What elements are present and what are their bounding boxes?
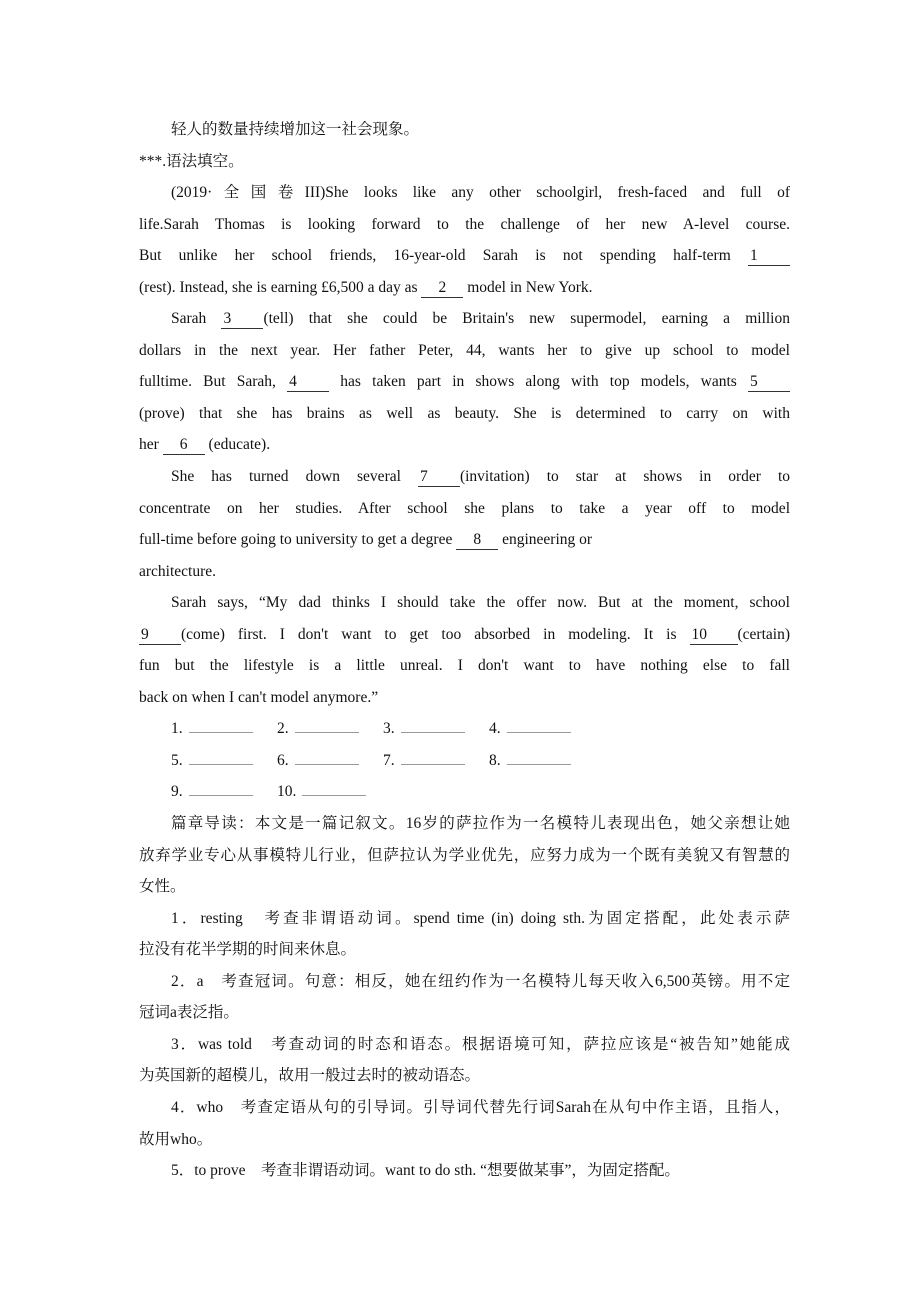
answer-number: 1.: [171, 720, 183, 738]
answer-field[interactable]: [401, 716, 465, 733]
answer-number: 4.: [489, 720, 501, 738]
answer-item: [383, 748, 489, 774]
answer-row: [139, 716, 790, 748]
answer-field[interactable]: [189, 716, 253, 733]
section-title: ***.语法填空。: [139, 152, 244, 170]
answer-number: 6.: [277, 751, 289, 769]
blank-1: 1: [748, 247, 790, 266]
answer-field[interactable]: [295, 748, 359, 765]
blank-10: 10: [690, 626, 738, 645]
text: (rest). Instead, she is earning £6,500 a day as: [139, 278, 422, 296]
blank-2: 2: [421, 279, 463, 298]
blank-7: 7: [418, 468, 460, 487]
text: engineering or: [498, 531, 593, 549]
text: model in New York.: [463, 278, 593, 296]
blank-8: 8: [456, 531, 498, 550]
explanation-line: 篇章导读：本文是一篇记叙文。16岁的萨拉作为一名模特儿表现出色，她父亲想让她: [171, 815, 790, 833]
explanation-line: 4．who 考查定语从句的引导词。引导词代替先行词Sarah在从句中作主语，且指人，: [171, 1098, 790, 1116]
answer-item: [277, 748, 383, 774]
passage: [139, 180, 790, 716]
explanation-line: 5．to prove 考查非谓语动词。want to do sth. “想要做某事”，为固定搭配。: [171, 1162, 680, 1180]
answer-item: [489, 716, 595, 742]
explanation-line: 拉没有花半学期的时间来休息。: [139, 941, 357, 959]
answer-row: [139, 748, 790, 780]
passage-line: [139, 559, 790, 591]
explanation-line: 女性。: [139, 878, 186, 896]
explanation-line: 为英国新的超模儿，故用一般过去时的被动语态。: [139, 1067, 481, 1085]
text: architecture.: [139, 562, 217, 580]
blank-3: 3: [221, 310, 263, 329]
passage-line: [139, 369, 790, 401]
passage-line: [139, 401, 790, 433]
blank-5: 5: [748, 373, 790, 392]
answer-field[interactable]: [507, 748, 571, 765]
answer-row: [139, 779, 790, 811]
text: life.Sarah Thomas is looking forward to the challenge of her new A-level course.: [139, 215, 790, 233]
answer-field[interactable]: [507, 716, 571, 733]
text: (come) first. I don't want to get too absorbed in modeling. It is: [181, 625, 690, 643]
passage-line: [139, 432, 790, 464]
answer-blanks: [139, 716, 790, 811]
text: back on when I can't model anymore.”: [139, 688, 379, 706]
text: full-time before going to university to get a degree: [139, 531, 457, 549]
text: has taken part in shows along with top models, wants: [329, 373, 749, 391]
document-page: [139, 117, 790, 1190]
explanation-line: 3．was told 考查动词的时态和语态。根据语境可知，萨拉应该是“被告知”她能成: [171, 1035, 790, 1053]
text: dollars in the next year. Her father Peter, 44, wants her to give up school to model: [139, 341, 790, 359]
passage-line: [139, 243, 790, 275]
passage-line: [139, 275, 790, 307]
answer-item: [277, 779, 383, 805]
answer-number: 5.: [171, 751, 183, 769]
passage-line: [139, 180, 790, 212]
text: fun but the lifestyle is a little unreal. I don't want to have nothing else to fall: [139, 657, 790, 675]
answer-field[interactable]: [189, 779, 253, 796]
answer-number: 8.: [489, 751, 501, 769]
answer-item: [171, 716, 277, 742]
passage-line: [139, 527, 790, 559]
passage-line: [139, 685, 790, 717]
passage-line: [139, 590, 790, 622]
answer-number: 9.: [171, 783, 183, 801]
passage-line: [139, 622, 790, 654]
explanation-line: 2．a 考查冠词。句意：相反，她在纽约作为一名模特儿每天收入6,500英镑。用不定: [171, 972, 790, 990]
text: But unlike her school friends, 16-year-old Sarah is not spending half-term: [139, 247, 748, 265]
answer-item: [171, 779, 277, 805]
answer-field[interactable]: [401, 748, 465, 765]
answer-number: 3.: [383, 720, 395, 738]
text: fulltime. But Sarah,: [139, 373, 288, 391]
text: (invitation) to star at shows in order to: [459, 468, 790, 486]
answer-number: 7.: [383, 751, 395, 769]
blank-9: 9: [139, 626, 181, 645]
text: concentrate on her studies. After school she plans to take a year off to model: [139, 499, 790, 517]
passage-line: [139, 306, 790, 338]
answer-field[interactable]: [189, 748, 253, 765]
answer-item: [171, 748, 277, 774]
answer-number: 2.: [277, 720, 289, 738]
answer-item: [383, 716, 489, 742]
intro-line: 轻人的数量持续增加这一社会现象。: [171, 121, 420, 138]
explanation-line: 1．resting 考查非谓语动词。spend time (in) doing sth.为固定搭配，此处表示萨: [171, 909, 790, 927]
text: her: [139, 436, 163, 454]
passage-line: [139, 653, 790, 685]
text: Sarah says, “My dad thinks I should take the offer now. But at the moment, school: [171, 594, 790, 612]
text: (tell) that she could be Britain's new supermodel, earning a million: [263, 310, 790, 328]
explanation-line: 放弃学业专心从事模特儿行业，但萨拉认为学业优先，应努力成为一个既有美貌又有智慧的: [139, 846, 790, 864]
explanation-line: 故用who。: [139, 1130, 213, 1148]
passage-line: [139, 338, 790, 370]
passage-line: [139, 212, 790, 244]
explanation-line: 冠词a表泛指。: [139, 1004, 239, 1022]
answer-item: [277, 716, 383, 742]
answer-field[interactable]: [302, 779, 366, 796]
text: (2019·全国卷III)She looks like any other schoolgirl, fresh-faced and full of: [171, 184, 790, 202]
text: (educate).: [204, 436, 271, 454]
passage-line: [139, 496, 790, 528]
answer-field[interactable]: [295, 716, 359, 733]
explanation: [139, 811, 790, 1190]
answer-item: [489, 748, 595, 774]
blank-4: 4: [287, 373, 329, 392]
text: (prove) that she has brains as well as beauty. She is determined to carry on with: [139, 404, 790, 422]
text: Sarah: [171, 310, 222, 328]
answer-number: 10.: [277, 783, 297, 801]
blank-6: 6: [163, 436, 205, 455]
text: She has turned down several: [171, 468, 418, 486]
text: (certain): [737, 625, 790, 643]
passage-line: [139, 464, 790, 496]
